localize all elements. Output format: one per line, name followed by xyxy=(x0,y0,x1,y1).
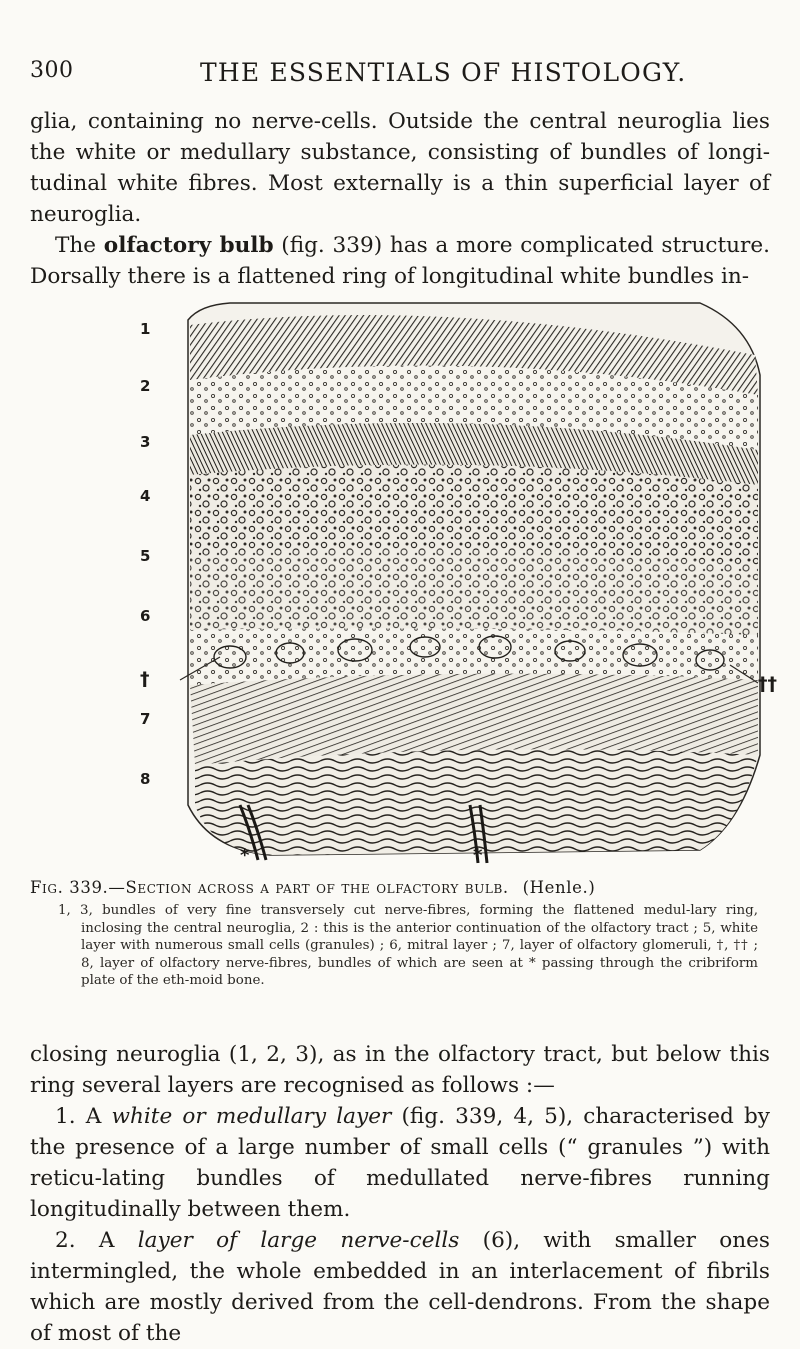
list-item-1 xyxy=(30,1101,770,1225)
text-run: (6), with smaller ones intermingled, the whole embedded in an interlacement of fibrils which are mostly derived from the cell-dendrons. From the shape of most of the xyxy=(30,1228,770,1346)
figure-label-asterisk-left: * xyxy=(240,845,250,866)
list-item-2 xyxy=(30,1225,770,1349)
figure-label-8: 8 xyxy=(140,770,151,788)
paragraph-olfactory-bulb xyxy=(30,230,770,292)
figure-339 xyxy=(140,285,780,870)
figure-label-double-dagger: †† xyxy=(758,673,777,695)
bold-term: olfactory bulb xyxy=(103,233,274,258)
figure-caption-title xyxy=(30,878,770,897)
italic-term: white or medullary layer xyxy=(111,1104,392,1129)
text-run: (fig. 339, 4, 5), characterised by the presence of a large number of small cells (“ granules ”) with reticu-lating bundles of medullated nerve-fibres running longitudinally between them. xyxy=(30,1104,770,1222)
page-number: 300 xyxy=(30,58,74,83)
item-number: 2. A xyxy=(55,1228,138,1253)
top-text-block xyxy=(30,106,770,292)
page-header xyxy=(30,58,780,94)
paragraph: closing neuroglia (1, 2, 3), as in the olfactory tract, but below this ring several layers are recognised as follows :— xyxy=(30,1042,770,1098)
figure-label-6: 6 xyxy=(140,607,151,625)
paragraph: glia, containing no nerve-cells. Outside the central neuroglia lies the white or medullary substance, consisting of bundles of longi-tudinal white fibres. Most externally is a thin superficial layer of neuroglia. xyxy=(30,109,770,227)
item-number: 1. A xyxy=(55,1104,112,1129)
figure-label-3: 3 xyxy=(140,433,151,451)
figure-label-asterisk-right: * xyxy=(473,845,483,866)
figure-label-2: 2 xyxy=(140,377,151,395)
text-run: (fig. 339) has a more complicated structure. Dorsally there is a flattened ring of longitudinal white bundles in- xyxy=(30,233,770,289)
caption-legend: 1, 3, bundles of very fine transversely cut nerve-fibres, forming the flattened medul-lary ring, inclosing the central neuroglia, 2 : this is the anterior continuation of the olfactory tract ; 5, white layer with numerous small cells (granules) ; 6, mitral layer ; 7, layer of olfactory glomeruli, †, †† ; 8, layer of olfactory nerve-fibres, bundles of which are seen at * passing through the cribriform plate of the eth-moid bone. xyxy=(58,903,758,988)
histology-illustration xyxy=(140,285,780,870)
figure-caption-body xyxy=(58,902,758,990)
figure-label-4: 4 xyxy=(140,487,151,505)
text-run: The xyxy=(55,233,104,258)
figure-label-7: 7 xyxy=(140,710,151,728)
figure-number: Fig. 339. xyxy=(30,878,109,897)
figure-label-5: 5 xyxy=(140,547,151,565)
running-title: THE ESSENTIALS OF HISTOLOGY. xyxy=(200,58,687,87)
figure-label-dagger: † xyxy=(140,668,150,690)
caption-source: (Henle.) xyxy=(522,878,596,897)
bottom-text-block xyxy=(30,1039,770,1349)
figure-label-1: 1 xyxy=(140,320,151,338)
caption-heading: Section across a part of the olfactory bulb. xyxy=(125,878,509,897)
caption-dash: — xyxy=(108,878,126,897)
italic-term: layer of large nerve-cells xyxy=(137,1228,460,1253)
